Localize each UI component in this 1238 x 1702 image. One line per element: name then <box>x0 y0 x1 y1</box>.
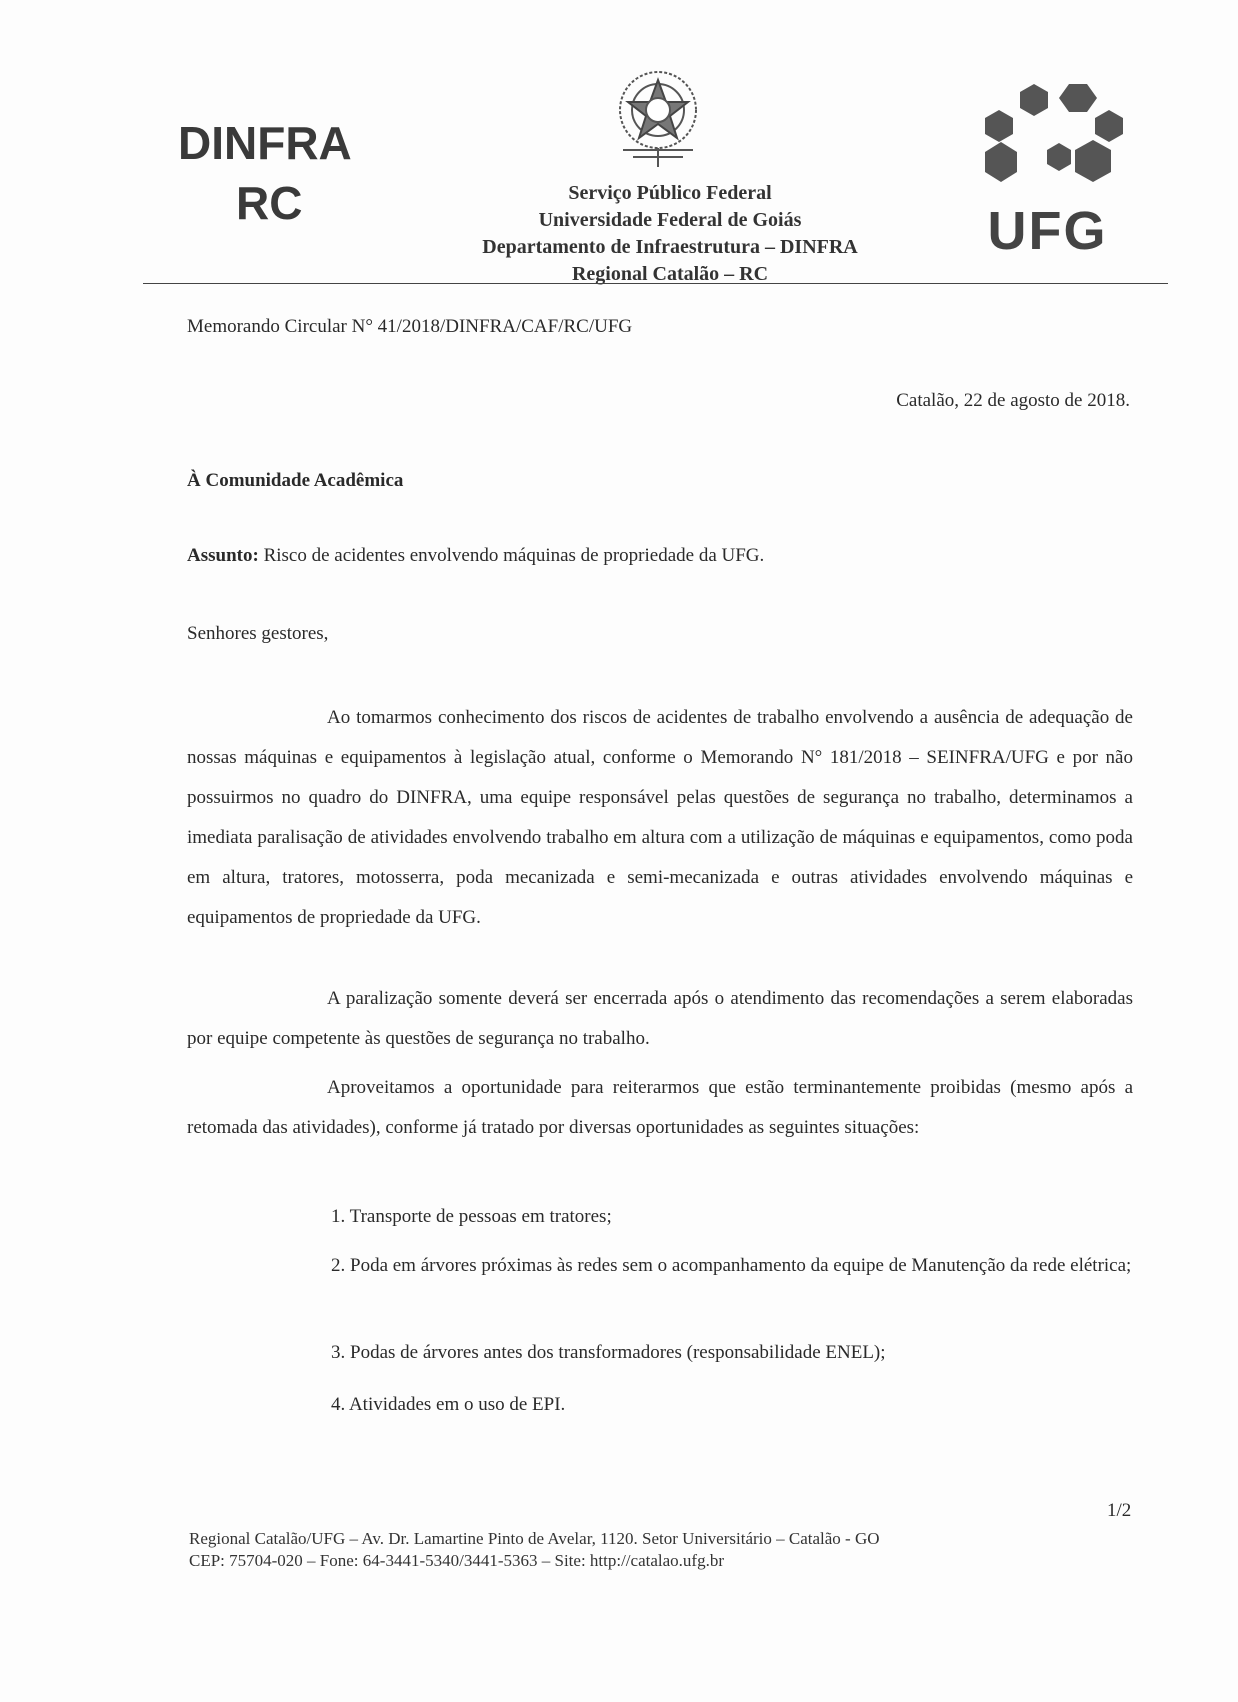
footer-line-address: Regional Catalão/UFG – Av. Dr. Lamartine Pinto de Avelar, 1120. Setor Universitário – Catalão - GO <box>189 1529 880 1548</box>
ufg-logo-text: UFG <box>987 201 1108 261</box>
list-item: 1. Transporte de pessoas em tratores; <box>331 1206 612 1227</box>
body-paragraph-3: Aproveitamos a oportunidade para reiterarmos que estão terminantemente proibidas (mesmo após a retomada das atividades), conforme já tratado por diversas oportunidades as seguintes situações: <box>187 1077 1133 1138</box>
dept-abbreviation-line1: DINFRA <box>178 117 352 169</box>
header-divider <box>143 283 1168 284</box>
footer-line-contact: CEP: 75704-020 – Fone: 64-3441-5340/3441-5363 – Site: http://catalao.ufg.br <box>189 1551 724 1570</box>
memo-subject <box>187 545 764 567</box>
footer-address <box>189 1528 880 1572</box>
dept-abbreviation-line2: RC <box>236 177 303 229</box>
ufg-logo-icon <box>975 80 1130 190</box>
memo-greeting: Senhores gestores, <box>187 623 329 644</box>
memo-addressee: À Comunidade Acadêmica <box>187 470 404 491</box>
subject-label: Assunto: <box>187 545 259 566</box>
institution-header <box>420 180 920 288</box>
header-line-university: Universidade Federal de Goiás <box>538 209 802 231</box>
list-item: 4. Atividades em o uso de EPI. <box>331 1394 566 1415</box>
memo-number: Memorando Circular N° 41/2018/DINFRA/CAF/RC/UFG <box>187 316 633 337</box>
list-item: 2. Poda em árvores próximas às redes sem o acompanhamento da equipe de Manutenção da rede elétrica; <box>331 1255 1132 1276</box>
coat-of-arms-icon <box>608 62 708 172</box>
page-number: 1/2 <box>1107 1500 1132 1521</box>
header-line-regional: Regional Catalão – RC <box>571 263 769 285</box>
subject-text: Risco de acidentes envolvendo máquinas de propriedade da UFG. <box>258 545 765 566</box>
header-line-service: Serviço Público Federal <box>568 182 772 204</box>
memo-date: Catalão, 22 de agosto de 2018. <box>896 390 1130 411</box>
list-item: 3. Podas de árvores antes dos transformadores (responsabilidade ENEL); <box>331 1342 886 1363</box>
body-paragraph-2: A paralização somente deverá ser encerrada após o atendimento das recomendações a serem elaboradas por equipe competente às questões de segurança no trabalho. <box>187 988 1133 1049</box>
header-line-department: Departamento de Infraestrutura – DINFRA <box>482 236 858 258</box>
body-paragraph-1: Ao tomarmos conhecimento dos riscos de acidentes de trabalho envolvendo a ausência de adequação de nossas máquinas e equipamentos à legislação atual, conforme o Memorando N° 181/2018 – SEINFRA/UFG e por não possuirmos no quadro do DINFRA, uma equipe responsável pelas questões de segurança no trabalho, determinamos a imediata paralisação de atividades envolvendo trabalho em altura com a utilização de máquinas e equipamentos, como poda em altura, tratores, motosserra, poda mecanizada e semi-mecanizada e outras atividades envolvendo máquinas e equipamentos de propriedade da UFG. <box>187 707 1133 928</box>
